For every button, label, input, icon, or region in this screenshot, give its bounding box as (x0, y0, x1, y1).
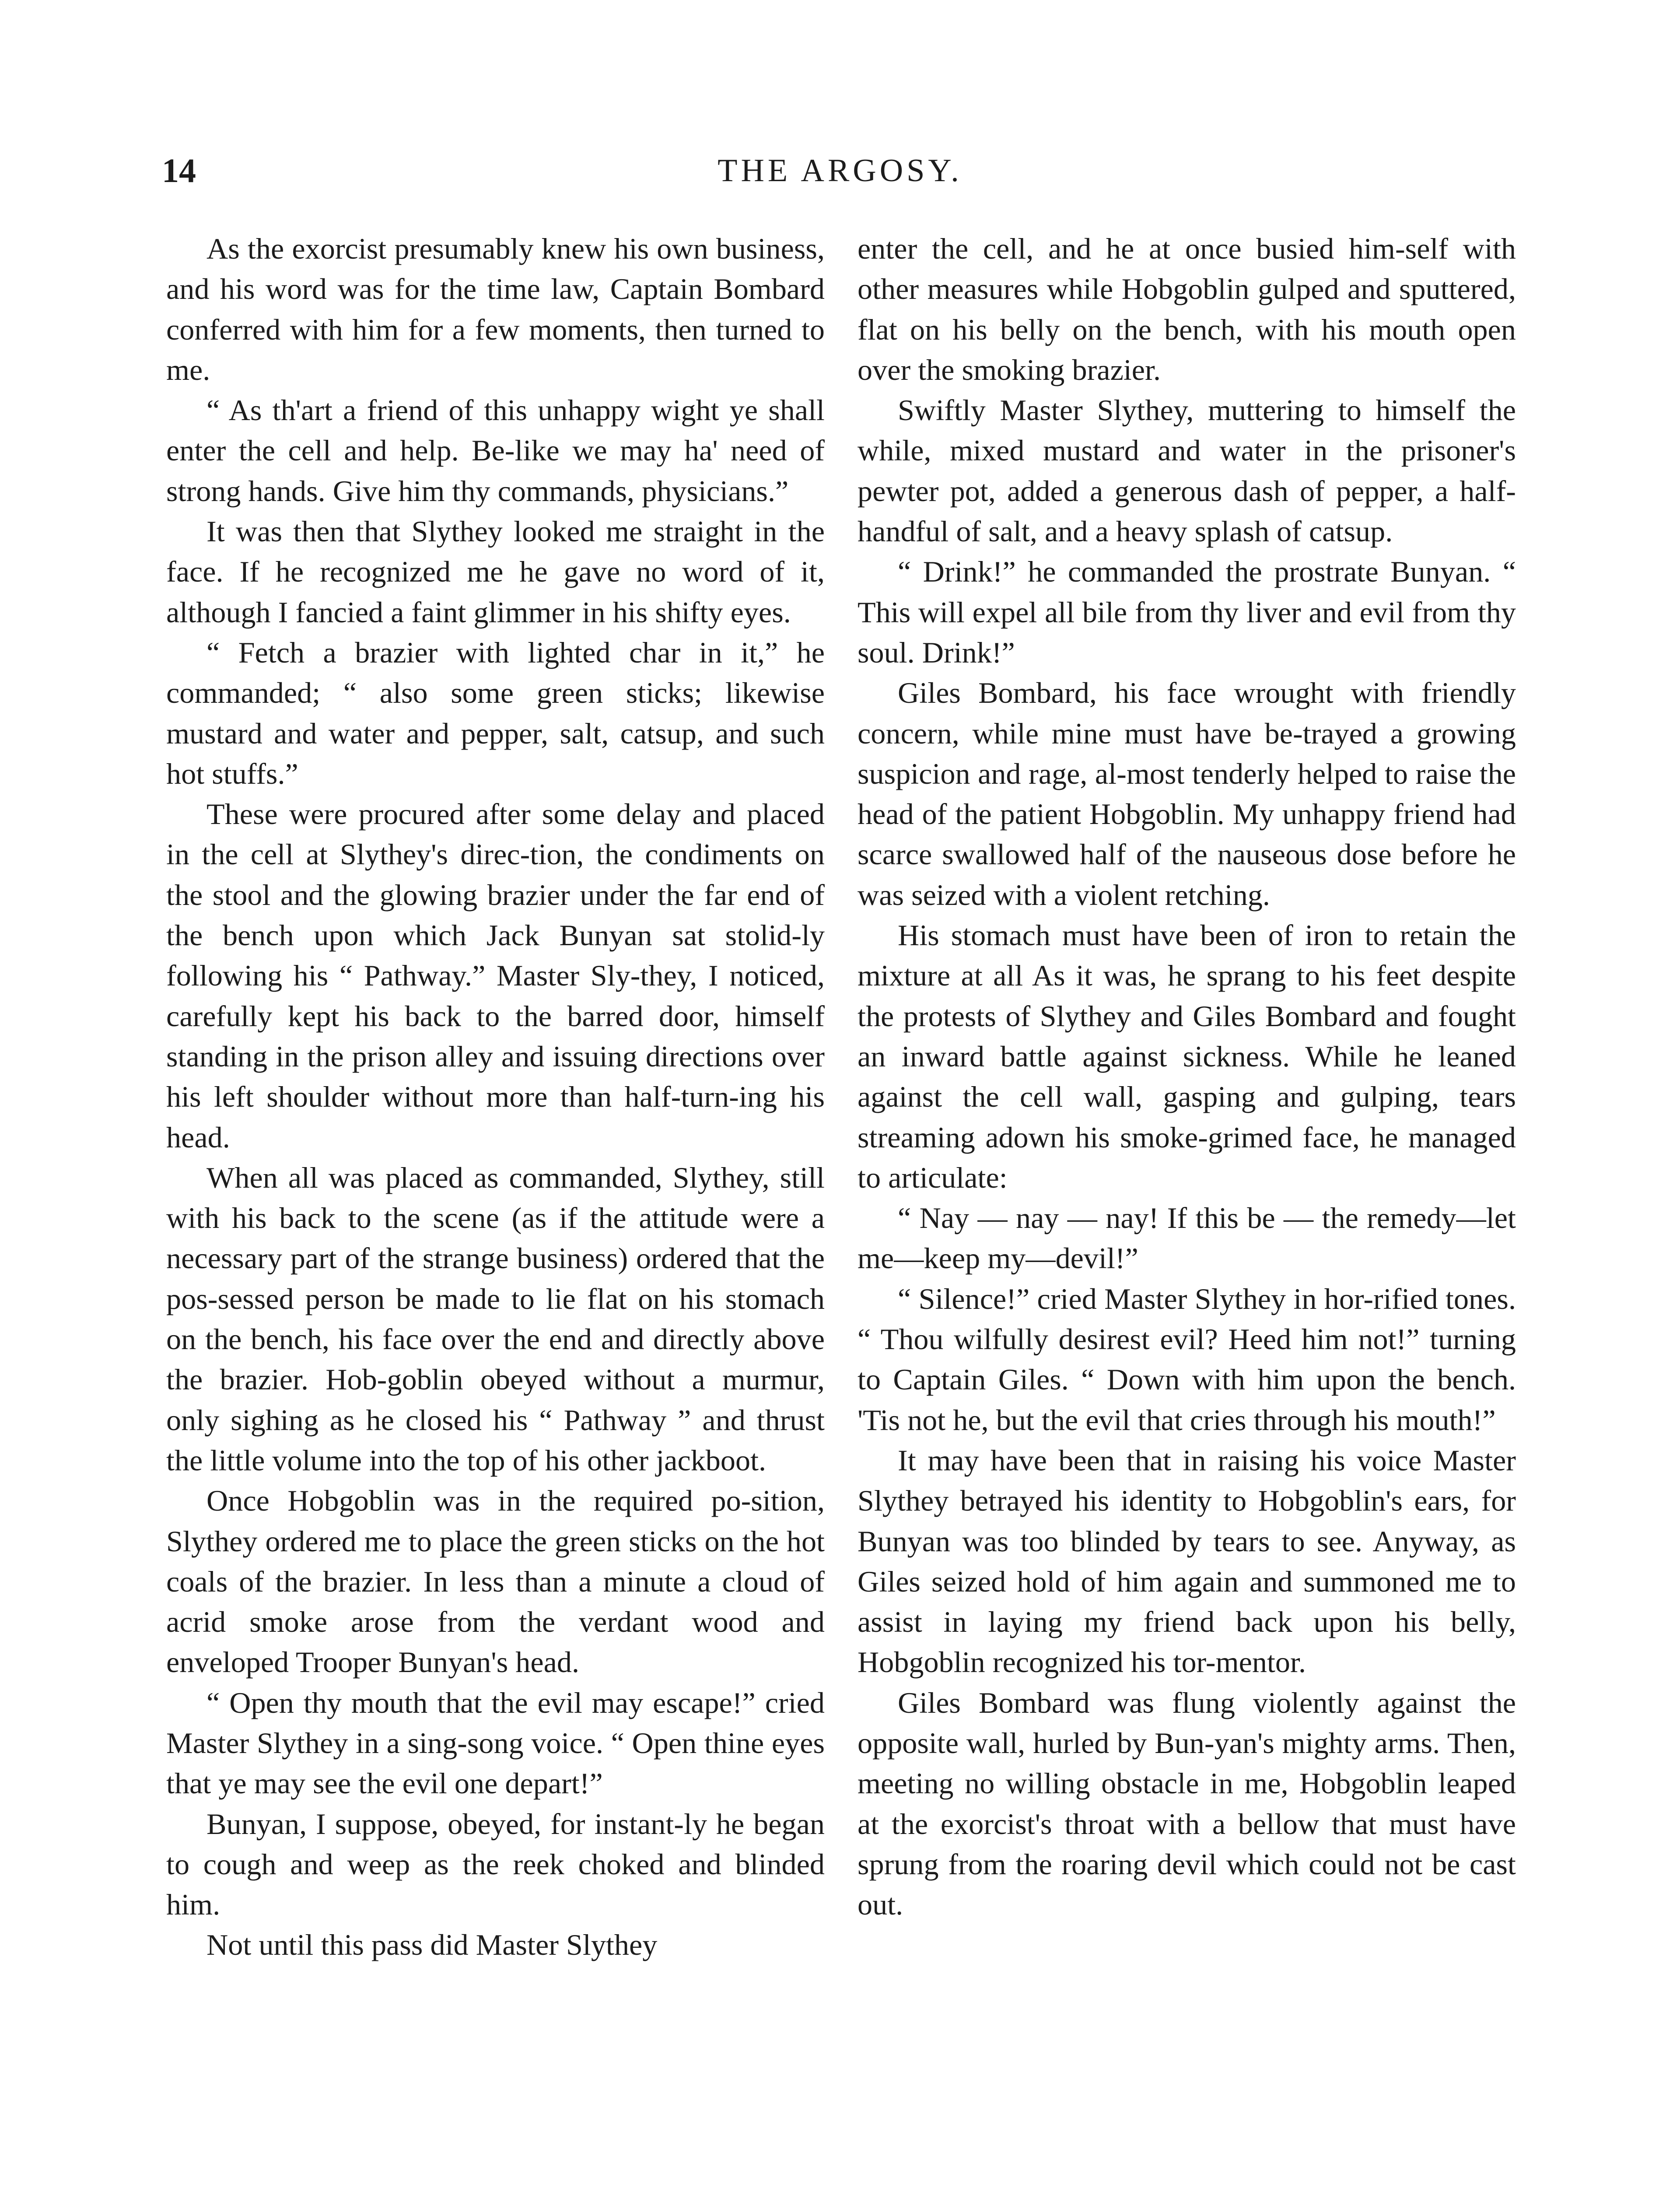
paragraph-continued: enter the cell, and he at once busied him-self with other measures while Hobgoblin gulped and sputtered, flat on his belly on the bench, with his mouth open over the smoking brazier. (858, 232, 1516, 386)
paragraph: Giles Bombard was flung violently against the opposite wall, hurled by Bun-yan's mighty arms. Then, meeting no willing obstacle in me, Hobgoblin leaped at the exorcist's throat with a bellow that must have sprung from the roaring devil which could not be cast out. (858, 1686, 1516, 1922)
paragraph: Swiftly Master Slythey, muttering to himself the while, mixed mustard and water in the prisoner's pewter pot, added a generous dash of pepper, a half-handful of salt, and a heavy splash of catsup. (858, 393, 1516, 548)
left-column (166, 228, 825, 1965)
running-title: THE ARGOSY. (718, 153, 962, 189)
paragraph: Giles Bombard, his face wrought with friendly concern, while mine must have be-trayed a growing suspicion and rage, al-most tenderly helped to raise the head of the patient Hobgoblin. My unhappy friend had scarce swallowed half of the nauseous dose before he was seized with a violent retching. (858, 676, 1516, 912)
paragraph: When all was placed as commanded, Slythey, still with his back to the scene (as if the attitude were a necessary part of the strange business) ordered that the pos-sessed person be made to lie flat on his stomach on the bench, his face over the end and directly above the brazier. Hob-goblin obeyed without a murmur, only sighing as he closed his “ Pathway ” and thrust the little volume into the top of his other jackboot. (166, 1161, 825, 1477)
paragraph: His stomach must have been of iron to retain the mixture at all As it was, he sprang to his feet despite the protests of Slythey and Giles Bombard and fought an inward battle against sickness. While he leaned against the cell wall, gasping and gulping, tears streaming adown his smoke-grimed face, he managed to articulate: (858, 919, 1516, 1194)
paragraph: Bunyan, I suppose, obeyed, for instant-ly he began to cough and weep as the reek choked and blinded him. (166, 1807, 825, 1922)
paragraph: “ As th'art a friend of this unhappy wight ye shall enter the cell and help. Be-like we may ha' need of strong hands. Give him thy commands, physicians.” (166, 393, 825, 508)
paragraph: It was then that Slythey looked me straight in the face. If he recognized me he gave no word of it, although I fancied a faint glimmer in his shifty eyes. (166, 515, 825, 629)
paragraph: “ Fetch a brazier with lighted char in it,” he commanded; “ also some green sticks; likewise mustard and water and pepper, salt, catsup, and such hot stuffs.” (166, 635, 825, 790)
page-header (162, 144, 1518, 197)
right-column (858, 228, 1516, 1925)
paragraph: These were procured after some delay and placed in the cell at Slythey's direc-tion, the condiments on the stool and the glowing brazier under the far end of the bench upon which Jack Bunyan sat stolid-ly following his “ Pathway.” Master Sly-they, I noticed, carefully kept his back to the barred door, himself standing in the prison alley and issuing directions over his left shoulder without more than half-turn-ing his head. (166, 797, 825, 1154)
paragraph: It may have been that in raising his voice Master Slythey betrayed his identity to Hobgoblin's ears, for Bunyan was too blinded by tears to see. Anyway, as Giles seized hold of him again and summoned me to assist in laying my friend back upon his belly, Hobgoblin recognized his tor-mentor. (858, 1443, 1516, 1679)
paragraph: “ Open thy mouth that the evil may escape!” cried Master Slythey in a sing-song voice. “ Open thine eyes that ye may see the evil one depart!” (166, 1686, 825, 1800)
paragraph: Once Hobgoblin was in the required po-sition, Slythey ordered me to place the green sticks on the hot coals of the brazier. In less than a minute a cloud of acrid smoke arose from the verdant wood and enveloped Trooper Bunyan's head. (166, 1484, 825, 1679)
paragraph: As the exorcist presumably knew his own business, and his word was for the time law, Captain Bombard conferred with him for a few moments, then turned to me. (166, 232, 825, 386)
paragraph: “ Silence!” cried Master Slythey in hor-rified tones. “ Thou wilfully desirest evil? Heed him not!” turning to Captain Giles. “ Down with him upon the bench. 'Tis not he, but the evil that cries through his mouth!” (858, 1282, 1516, 1437)
paragraph: “ Drink!” he commanded the prostrate Bunyan. “ This will expel all bile from thy liver and evil from thy soul. Drink!” (858, 555, 1516, 669)
paragraph: “ Nay — nay — nay! If this be — the remedy—let me—keep my—devil!” (858, 1201, 1516, 1275)
page-number: 14 (162, 151, 196, 189)
paragraph: Not until this pass did Master Slythey (206, 1928, 658, 1962)
